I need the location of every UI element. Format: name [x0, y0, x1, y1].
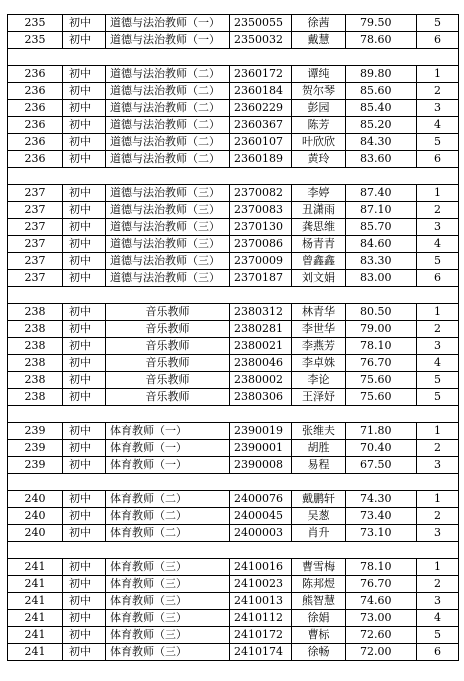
table-row [8, 32, 459, 49]
school-level-cell: 初中 [63, 525, 106, 542]
exam-id-cell: 2390001 [230, 440, 292, 457]
candidate-name-cell: 张维夫 [292, 423, 346, 440]
table-row [8, 559, 459, 576]
score-cell: 85.60 [346, 83, 417, 100]
rank-cell: 1 [417, 491, 459, 508]
post-name-cell: 道德与法治教师（一） [106, 32, 230, 49]
post-name-cell: 道德与法治教师（二） [106, 100, 230, 117]
candidate-name-cell: 李论 [292, 372, 346, 389]
post-code-cell: 236 [8, 66, 63, 83]
group-separator-row [8, 287, 459, 304]
post-name-cell: 体育教师（二） [106, 525, 230, 542]
post-code-cell: 238 [8, 389, 63, 406]
post-name-cell: 音乐教师 [106, 338, 230, 355]
rank-cell: 6 [417, 32, 459, 49]
candidate-name-cell: 贺尔琴 [292, 83, 346, 100]
post-code-cell: 240 [8, 525, 63, 542]
table-row [8, 338, 459, 355]
score-cell: 87.40 [346, 185, 417, 202]
rank-cell: 1 [417, 185, 459, 202]
table-row [8, 100, 459, 117]
exam-id-cell: 2360107 [230, 134, 292, 151]
rank-cell: 4 [417, 610, 459, 627]
candidate-name-cell: 熊智慧 [292, 593, 346, 610]
exam-id-cell: 2410016 [230, 559, 292, 576]
rank-cell: 5 [417, 389, 459, 406]
score-table [7, 14, 459, 661]
score-cell: 76.70 [346, 576, 417, 593]
exam-id-cell: 2380306 [230, 389, 292, 406]
score-table-body [8, 15, 459, 661]
rank-cell: 1 [417, 559, 459, 576]
rank-cell: 3 [417, 457, 459, 474]
table-row [8, 355, 459, 372]
rank-cell: 3 [417, 100, 459, 117]
score-cell: 75.60 [346, 389, 417, 406]
candidate-name-cell: 王泽妤 [292, 389, 346, 406]
school-level-cell: 初中 [63, 236, 106, 253]
rank-cell: 2 [417, 321, 459, 338]
school-level-cell: 初中 [63, 644, 106, 661]
post-name-cell: 体育教师（三） [106, 610, 230, 627]
rank-cell: 5 [417, 15, 459, 32]
post-name-cell: 体育教师（二） [106, 508, 230, 525]
score-cell: 84.30 [346, 134, 417, 151]
rank-cell: 5 [417, 372, 459, 389]
post-code-cell: 240 [8, 508, 63, 525]
post-code-cell: 239 [8, 440, 63, 457]
candidate-name-cell: 李婷 [292, 185, 346, 202]
separator-cell [8, 406, 459, 423]
candidate-name-cell: 李世华 [292, 321, 346, 338]
table-row [8, 134, 459, 151]
post-code-cell: 240 [8, 491, 63, 508]
post-name-cell: 体育教师（三） [106, 627, 230, 644]
post-code-cell: 241 [8, 610, 63, 627]
post-name-cell: 体育教师（一） [106, 423, 230, 440]
score-cell: 74.30 [346, 491, 417, 508]
post-name-cell: 道德与法治教师（二） [106, 83, 230, 100]
score-cell: 83.00 [346, 270, 417, 287]
school-level-cell: 初中 [63, 66, 106, 83]
exam-id-cell: 2370009 [230, 253, 292, 270]
table-row [8, 236, 459, 253]
candidate-name-cell: 李燕芳 [292, 338, 346, 355]
school-level-cell: 初中 [63, 593, 106, 610]
school-level-cell: 初中 [63, 338, 106, 355]
exam-id-cell: 2380312 [230, 304, 292, 321]
score-cell: 74.60 [346, 593, 417, 610]
exam-id-cell: 2380021 [230, 338, 292, 355]
exam-id-cell: 2410174 [230, 644, 292, 661]
rank-cell: 2 [417, 508, 459, 525]
table-row [8, 185, 459, 202]
post-name-cell: 音乐教师 [106, 304, 230, 321]
score-cell: 87.10 [346, 202, 417, 219]
exam-id-cell: 2400045 [230, 508, 292, 525]
score-cell: 72.60 [346, 627, 417, 644]
school-level-cell: 初中 [63, 185, 106, 202]
post-code-cell: 241 [8, 593, 63, 610]
school-level-cell: 初中 [63, 32, 106, 49]
candidate-name-cell: 彭园 [292, 100, 346, 117]
school-level-cell: 初中 [63, 202, 106, 219]
candidate-name-cell: 曹雪梅 [292, 559, 346, 576]
candidate-name-cell: 戴鹏轩 [292, 491, 346, 508]
candidate-name-cell: 戴慧 [292, 32, 346, 49]
post-name-cell: 道德与法治教师（二） [106, 151, 230, 168]
table-row [8, 457, 459, 474]
post-name-cell: 音乐教师 [106, 321, 230, 338]
rank-cell: 2 [417, 202, 459, 219]
rank-cell: 4 [417, 236, 459, 253]
rank-cell: 1 [417, 66, 459, 83]
exam-id-cell: 2410172 [230, 627, 292, 644]
table-row [8, 372, 459, 389]
exam-id-cell: 2390019 [230, 423, 292, 440]
score-cell: 73.00 [346, 610, 417, 627]
score-cell: 84.60 [346, 236, 417, 253]
score-cell: 85.20 [346, 117, 417, 134]
school-level-cell: 初中 [63, 355, 106, 372]
post-code-cell: 236 [8, 151, 63, 168]
school-level-cell: 初中 [63, 627, 106, 644]
post-code-cell: 236 [8, 83, 63, 100]
group-separator-row [8, 168, 459, 185]
post-code-cell: 237 [8, 270, 63, 287]
candidate-name-cell: 李卓姝 [292, 355, 346, 372]
post-code-cell: 238 [8, 355, 63, 372]
separator-cell [8, 474, 459, 491]
exam-id-cell: 2400076 [230, 491, 292, 508]
rank-cell: 3 [417, 525, 459, 542]
table-row [8, 15, 459, 32]
post-name-cell: 道德与法治教师（三） [106, 253, 230, 270]
exam-id-cell: 2370086 [230, 236, 292, 253]
table-row [8, 440, 459, 457]
school-level-cell: 初中 [63, 253, 106, 270]
table-row [8, 525, 459, 542]
candidate-name-cell: 易程 [292, 457, 346, 474]
candidate-name-cell: 胡胜 [292, 440, 346, 457]
school-level-cell: 初中 [63, 559, 106, 576]
post-name-cell: 体育教师（三） [106, 644, 230, 661]
score-cell: 83.60 [346, 151, 417, 168]
school-level-cell: 初中 [63, 100, 106, 117]
table-row [8, 83, 459, 100]
rank-cell: 6 [417, 151, 459, 168]
rank-cell: 2 [417, 576, 459, 593]
school-level-cell: 初中 [63, 151, 106, 168]
candidate-name-cell: 陈邦煜 [292, 576, 346, 593]
post-name-cell: 体育教师（一） [106, 457, 230, 474]
group-separator-row [8, 406, 459, 423]
post-code-cell: 239 [8, 457, 63, 474]
post-name-cell: 道德与法治教师（二） [106, 117, 230, 134]
exam-id-cell: 2350032 [230, 32, 292, 49]
post-code-cell: 237 [8, 202, 63, 219]
post-name-cell: 道德与法治教师（三） [106, 270, 230, 287]
table-row [8, 253, 459, 270]
candidate-name-cell: 吴葱 [292, 508, 346, 525]
table-row [8, 610, 459, 627]
exam-id-cell: 2370082 [230, 185, 292, 202]
candidate-name-cell: 徐娟 [292, 610, 346, 627]
score-cell: 75.60 [346, 372, 417, 389]
rank-cell: 2 [417, 83, 459, 100]
score-cell: 85.70 [346, 219, 417, 236]
post-code-cell: 235 [8, 32, 63, 49]
exam-id-cell: 2410013 [230, 593, 292, 610]
post-code-cell: 237 [8, 185, 63, 202]
post-name-cell: 道德与法治教师（二） [106, 134, 230, 151]
post-name-cell: 道德与法治教师（三） [106, 236, 230, 253]
candidate-name-cell: 叶欣欣 [292, 134, 346, 151]
group-separator-row [8, 542, 459, 559]
exam-id-cell: 2350055 [230, 15, 292, 32]
table-row [8, 423, 459, 440]
score-cell: 73.40 [346, 508, 417, 525]
rank-cell: 4 [417, 355, 459, 372]
school-level-cell: 初中 [63, 491, 106, 508]
separator-cell [8, 287, 459, 304]
score-cell: 79.00 [346, 321, 417, 338]
exam-id-cell: 2380281 [230, 321, 292, 338]
score-cell: 80.50 [346, 304, 417, 321]
post-name-cell: 道德与法治教师（二） [106, 66, 230, 83]
separator-cell [8, 49, 459, 66]
post-name-cell: 道德与法治教师（三） [106, 219, 230, 236]
post-name-cell: 体育教师（三） [106, 593, 230, 610]
rank-cell: 5 [417, 253, 459, 270]
group-separator-row [8, 474, 459, 491]
exam-id-cell: 2410023 [230, 576, 292, 593]
post-name-cell: 音乐教师 [106, 389, 230, 406]
post-name-cell: 音乐教师 [106, 355, 230, 372]
post-name-cell: 体育教师（三） [106, 576, 230, 593]
post-code-cell: 237 [8, 219, 63, 236]
post-code-cell: 241 [8, 576, 63, 593]
rank-cell: 4 [417, 117, 459, 134]
school-level-cell: 初中 [63, 576, 106, 593]
post-name-cell: 体育教师（一） [106, 440, 230, 457]
table-row [8, 202, 459, 219]
candidate-name-cell: 龚思维 [292, 219, 346, 236]
rank-cell: 2 [417, 440, 459, 457]
post-code-cell: 238 [8, 372, 63, 389]
table-row [8, 508, 459, 525]
score-cell: 79.50 [346, 15, 417, 32]
post-name-cell: 道德与法治教师（三） [106, 202, 230, 219]
candidate-name-cell: 肖升 [292, 525, 346, 542]
candidate-name-cell: 杨青青 [292, 236, 346, 253]
separator-cell [8, 542, 459, 559]
post-code-cell: 238 [8, 304, 63, 321]
candidate-name-cell: 徐畅 [292, 644, 346, 661]
score-cell: 72.00 [346, 644, 417, 661]
rank-cell: 1 [417, 304, 459, 321]
candidate-name-cell: 曹标 [292, 627, 346, 644]
score-cell: 73.10 [346, 525, 417, 542]
post-name-cell: 道德与法治教师（一） [106, 15, 230, 32]
exam-id-cell: 2360172 [230, 66, 292, 83]
table-row [8, 491, 459, 508]
candidate-name-cell: 徐茜 [292, 15, 346, 32]
school-level-cell: 初中 [63, 508, 106, 525]
score-cell: 76.70 [346, 355, 417, 372]
school-level-cell: 初中 [63, 372, 106, 389]
school-level-cell: 初中 [63, 219, 106, 236]
school-level-cell: 初中 [63, 15, 106, 32]
table-row [8, 66, 459, 83]
exam-id-cell: 2380002 [230, 372, 292, 389]
table-row [8, 151, 459, 168]
post-code-cell: 237 [8, 236, 63, 253]
score-cell: 89.80 [346, 66, 417, 83]
table-row [8, 644, 459, 661]
post-code-cell: 239 [8, 423, 63, 440]
table-row [8, 593, 459, 610]
post-code-cell: 236 [8, 117, 63, 134]
table-row [8, 321, 459, 338]
score-cell: 83.30 [346, 253, 417, 270]
candidate-name-cell: 丑潇雨 [292, 202, 346, 219]
school-level-cell: 初中 [63, 457, 106, 474]
rank-cell: 3 [417, 338, 459, 355]
exam-id-cell: 2360367 [230, 117, 292, 134]
score-cell: 85.40 [346, 100, 417, 117]
candidate-name-cell: 曾鑫鑫 [292, 253, 346, 270]
rank-cell: 5 [417, 627, 459, 644]
school-level-cell: 初中 [63, 134, 106, 151]
candidate-name-cell: 林青华 [292, 304, 346, 321]
exam-id-cell: 2360184 [230, 83, 292, 100]
candidate-name-cell: 陈芳 [292, 117, 346, 134]
exam-id-cell: 2370083 [230, 202, 292, 219]
post-code-cell: 238 [8, 338, 63, 355]
score-cell: 70.40 [346, 440, 417, 457]
candidate-name-cell: 谭纯 [292, 66, 346, 83]
table-row [8, 304, 459, 321]
exam-id-cell: 2370187 [230, 270, 292, 287]
exam-id-cell: 2400003 [230, 525, 292, 542]
post-name-cell: 体育教师（三） [106, 559, 230, 576]
separator-cell [8, 168, 459, 185]
table-row [8, 270, 459, 287]
score-cell: 67.50 [346, 457, 417, 474]
table-row [8, 389, 459, 406]
post-code-cell: 241 [8, 644, 63, 661]
rank-cell: 6 [417, 644, 459, 661]
post-code-cell: 238 [8, 321, 63, 338]
table-row [8, 576, 459, 593]
score-cell: 78.60 [346, 32, 417, 49]
post-name-cell: 音乐教师 [106, 372, 230, 389]
score-cell: 71.80 [346, 423, 417, 440]
post-code-cell: 241 [8, 627, 63, 644]
score-cell: 78.10 [346, 559, 417, 576]
school-level-cell: 初中 [63, 610, 106, 627]
exam-id-cell: 2370130 [230, 219, 292, 236]
rank-cell: 5 [417, 134, 459, 151]
score-cell: 78.10 [346, 338, 417, 355]
exam-id-cell: 2410112 [230, 610, 292, 627]
candidate-name-cell: 刘文娟 [292, 270, 346, 287]
post-code-cell: 236 [8, 134, 63, 151]
school-level-cell: 初中 [63, 389, 106, 406]
post-code-cell: 237 [8, 253, 63, 270]
rank-cell: 3 [417, 593, 459, 610]
school-level-cell: 初中 [63, 321, 106, 338]
school-level-cell: 初中 [63, 83, 106, 100]
exam-id-cell: 2380046 [230, 355, 292, 372]
school-level-cell: 初中 [63, 423, 106, 440]
group-separator-row [8, 49, 459, 66]
table-row [8, 117, 459, 134]
exam-id-cell: 2390008 [230, 457, 292, 474]
exam-id-cell: 2360229 [230, 100, 292, 117]
rank-cell: 1 [417, 423, 459, 440]
candidate-name-cell: 黄玲 [292, 151, 346, 168]
table-row [8, 219, 459, 236]
school-level-cell: 初中 [63, 117, 106, 134]
rank-cell: 3 [417, 219, 459, 236]
post-code-cell: 236 [8, 100, 63, 117]
school-level-cell: 初中 [63, 270, 106, 287]
post-code-cell: 241 [8, 559, 63, 576]
post-name-cell: 体育教师（二） [106, 491, 230, 508]
school-level-cell: 初中 [63, 440, 106, 457]
post-name-cell: 道德与法治教师（三） [106, 185, 230, 202]
table-row [8, 627, 459, 644]
school-level-cell: 初中 [63, 304, 106, 321]
post-code-cell: 235 [8, 15, 63, 32]
rank-cell: 6 [417, 270, 459, 287]
exam-id-cell: 2360189 [230, 151, 292, 168]
